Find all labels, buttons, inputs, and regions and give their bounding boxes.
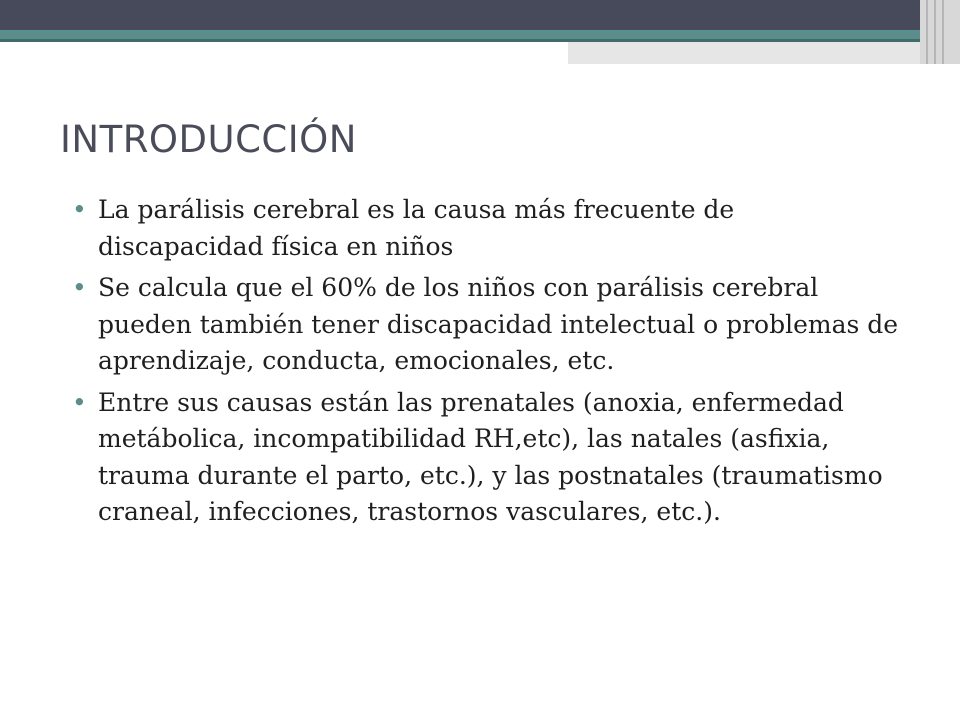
page-fold-decoration [920, 0, 960, 64]
bullet-text: Se calcula que el 60% de los niños con parálisis cerebral pueden también tener discapacidad intelectual o problemas de aprendizaje, conducta, emocionales, etc. [98, 273, 899, 375]
bullet-item [72, 385, 902, 531]
bullet-dot-icon: • [72, 195, 87, 224]
bullet-list [72, 192, 902, 536]
bullet-item [72, 270, 902, 380]
fold-line [942, 0, 944, 64]
accent-strip [0, 30, 960, 39]
header-bar [0, 0, 960, 30]
bullet-text: Entre sus causas están las prenatales (anoxia, enfermedad metábolica, incompatibilidad RH,etc), las natales (asfixia, trauma durante el parto, etc.), y las postnatales (traumatismo craneal, infecciones, trastornos vasculares, etc.). [98, 387, 883, 526]
bullet-text: La parálisis cerebral es la causa más frecuente de discapacidad física en niños [98, 195, 735, 261]
slide-title: INTRODUCCIÓN [60, 118, 357, 161]
accent-block [568, 42, 960, 64]
bullet-dot-icon: • [72, 273, 87, 302]
bullet-dot-icon: • [72, 387, 87, 417]
fold-line [926, 0, 928, 64]
bullet-item [72, 192, 902, 265]
fold-line [934, 0, 936, 64]
